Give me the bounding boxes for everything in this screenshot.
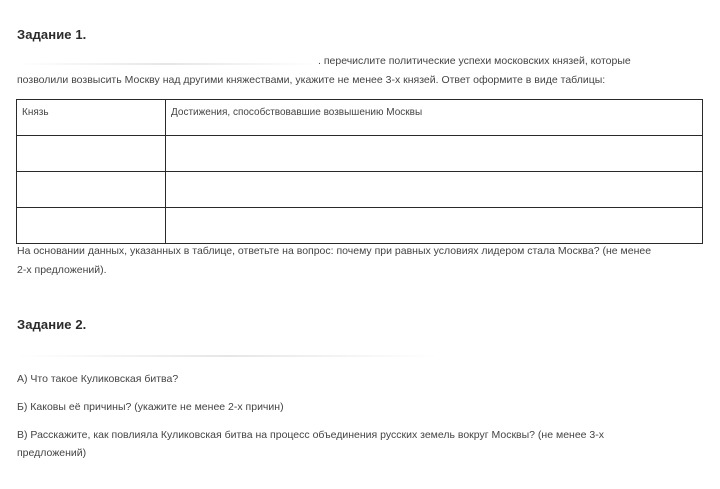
table-header-prince: Князь bbox=[17, 100, 166, 136]
task1-intro-line1: . перечислите политические успехи московских князей, которые bbox=[318, 55, 631, 67]
table-cell[interactable] bbox=[166, 172, 703, 208]
faded-text-fragment bbox=[18, 355, 438, 357]
table-cell[interactable] bbox=[166, 136, 703, 172]
task2-question-a: А) Что такое Куликовская битва? bbox=[17, 373, 179, 385]
task2-question-c: В) Расскажите, как повлияла Куликовская битва на процесс объединения русских земель вокруг Москвы? (не менее 3-х bbox=[17, 429, 605, 441]
table-header-row bbox=[17, 100, 703, 136]
task2-question-b: Б) Каковы её причины? (укажите не менее 2-х причин) bbox=[17, 401, 284, 413]
table-cell[interactable] bbox=[17, 136, 166, 172]
table-header-achievements: Достижения, способствовавшие возвышению Москвы bbox=[166, 100, 703, 136]
princes-table bbox=[16, 99, 703, 244]
table-row bbox=[17, 208, 703, 244]
table-row bbox=[17, 172, 703, 208]
task1-followup-line1: На основании данных, указанных в таблице, ответьте на вопрос: почему при равных условиях лидером стала Москва? (не менее bbox=[17, 245, 652, 257]
table-row bbox=[17, 136, 703, 172]
task2-question-c-continued: предложений) bbox=[17, 447, 87, 459]
faded-text-fragment bbox=[18, 63, 318, 65]
task2-heading: Задание 2. bbox=[17, 317, 87, 332]
table-cell[interactable] bbox=[166, 208, 703, 244]
task1-heading: Задание 1. bbox=[17, 27, 87, 42]
table-cell[interactable] bbox=[17, 172, 166, 208]
task1-intro-line2: позволили возвысить Москву над другими княжествами, укажите не менее 3-х князей. Ответ оформите в виде таблицы: bbox=[17, 74, 606, 86]
task1-followup-line2: 2-х предложений). bbox=[17, 264, 107, 276]
table-cell[interactable] bbox=[17, 208, 166, 244]
